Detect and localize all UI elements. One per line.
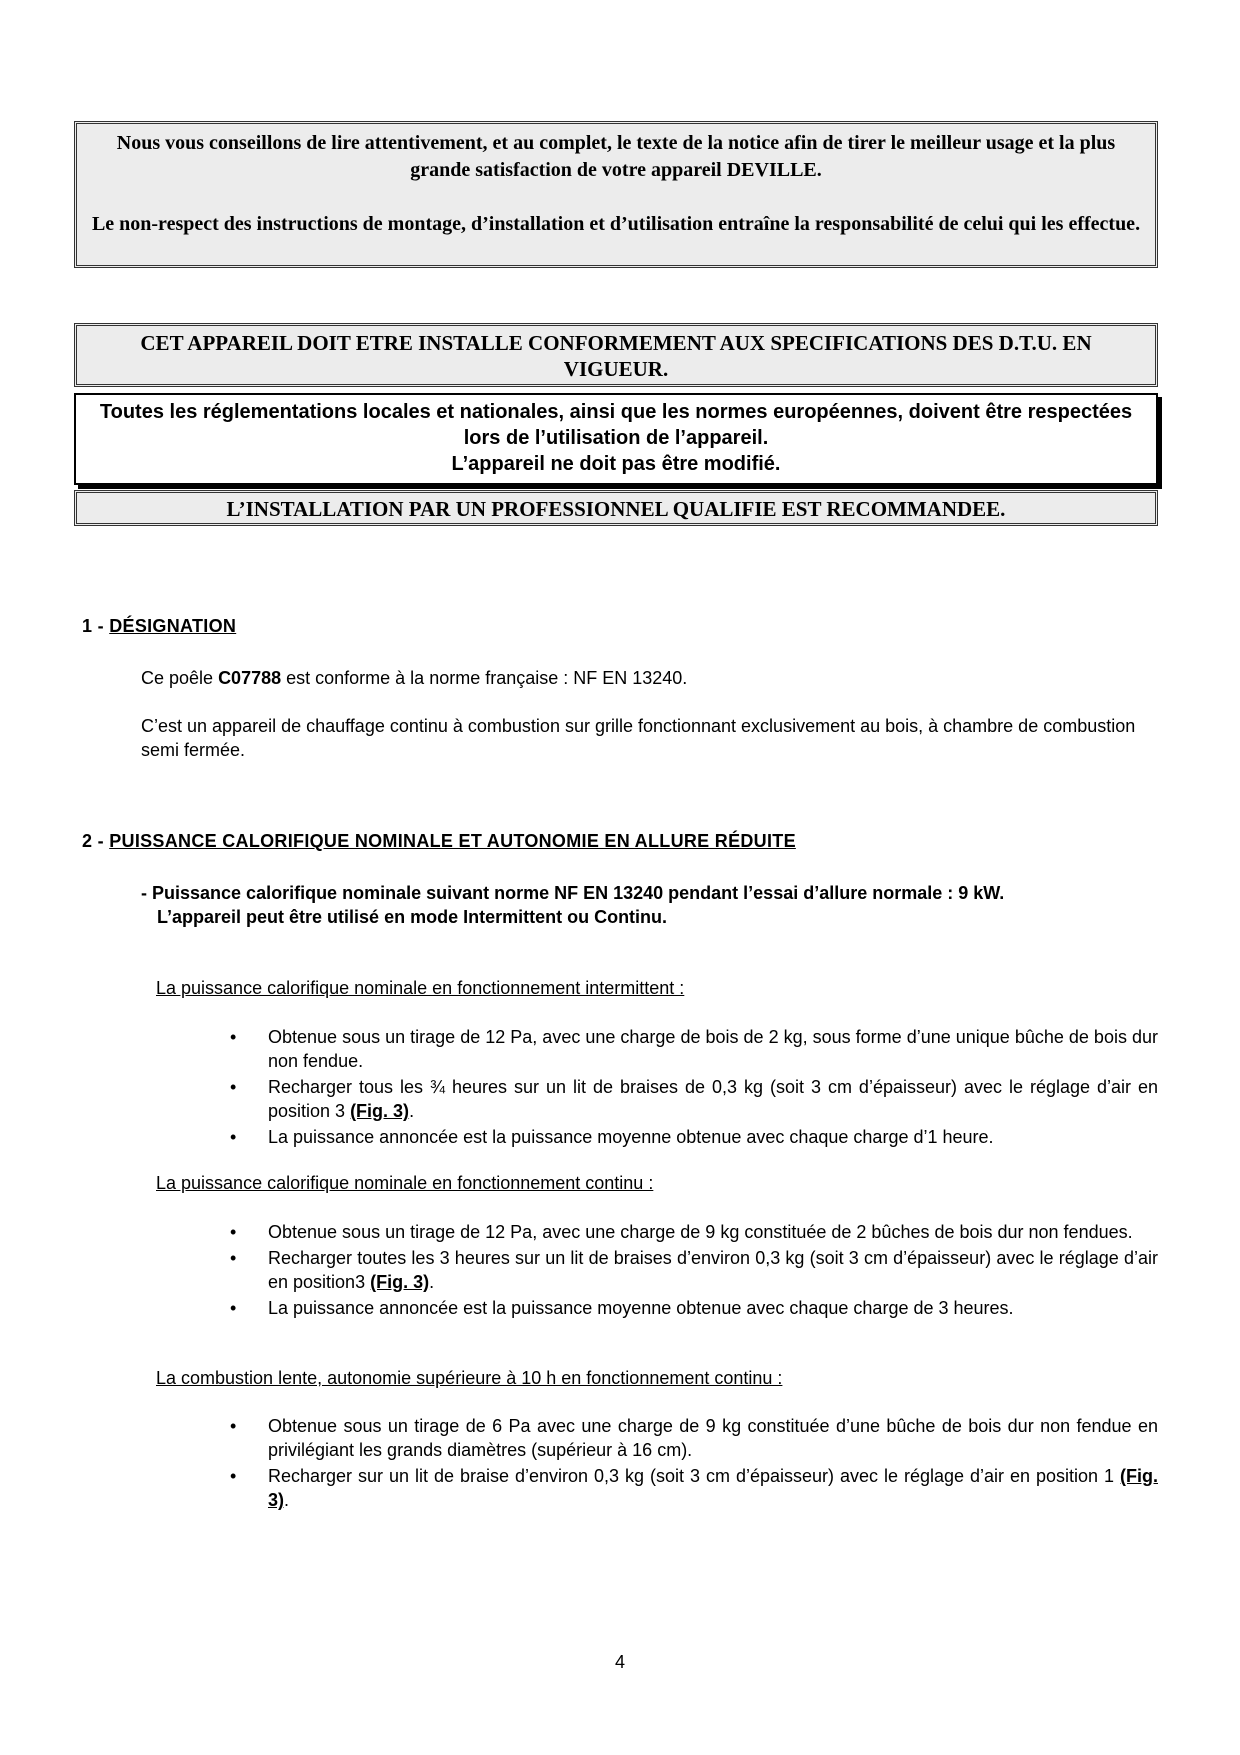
model-text-pre: Ce poêle: [141, 668, 219, 688]
list-item: • La puissance annoncée est la puissance moyenne obtenue avec chaque charge d’1 heure.: [228, 1125, 1158, 1149]
nominal-power-statement: [141, 881, 1158, 929]
page-number: 4: [614, 1652, 625, 1672]
list-item: • Obtenue sous un tirage de 6 Pa avec une charge de 9 kg constituée d’une bûche de bois dur non fendue en privilégiant les grands diamètres (supérieur à 16 cm).: [228, 1414, 1158, 1462]
model-code: C07788: [218, 668, 282, 688]
list-item: • Obtenue sous un tirage de 12 Pa, avec une charge de bois de 2 kg, sous forme d’une unique bûche de bois dur non fendue.: [228, 1025, 1158, 1073]
subsection-intermittent-list: [228, 1025, 1158, 1151]
list-item: • Obtenue sous un tirage de 12 Pa, avec une charge de 9 kg constituée de 2 bûches de bois dur non fendues.: [228, 1220, 1158, 1244]
regulation-line-2: L’appareil ne doit pas être modifié.: [451, 453, 781, 475]
model-text-post: est conforme à la norme française : NF EN 13240.: [281, 668, 688, 688]
section-1-heading: [82, 616, 236, 637]
dash-marker: -: [141, 883, 152, 903]
section-2-title: PUISSANCE CALORIFIQUE NOMINALE ET AUTONOMIE EN ALLURE RÉDUITE: [109, 831, 796, 851]
list-item: • Recharger toutes les 3 heures sur un lit de braises d’environ 0,3 kg (soit 3 cm d’épaisseur) avec le réglage d’air en position3 (Fig. 3).: [228, 1246, 1158, 1294]
list-item: • La puissance annoncée est la puissance moyenne obtenue avec chaque charge de 3 heures.: [228, 1296, 1158, 1320]
fig-3-reference: (Fig. 3): [268, 1466, 1158, 1510]
notice-line-2: Le non-respect des instructions de montage, d’installation et d’utilisation entraîne la responsabilité de celui qui les effectue.: [91, 213, 1141, 235]
section-1-title: DÉSIGNATION: [109, 616, 237, 636]
subsection-slow-combustion-title: La combustion lente, autonomie supérieure à 10 h en fonctionnement continu :: [156, 1368, 783, 1388]
list-item: • Recharger sur un lit de braise d’environ 0,3 kg (soit 3 cm d’épaisseur) avec le réglage d’air en position 1 (Fig. 3).: [228, 1464, 1158, 1512]
notice-box: [74, 121, 1158, 268]
subsection-continuous-title: La puissance calorifique nominale en fonctionnement continu :: [156, 1173, 654, 1193]
regulation-line-1: Toutes les réglementations locales et nationales, ainsi que les normes européennes, doivent être respectées lors de l’utilisation de l’appareil.: [99, 401, 1133, 449]
section-1-paragraph-2: C’est un appareil de chauffage continu à combustion sur grille fonctionnant exclusivement au bois, à chambre de combustion semi fermée.: [141, 716, 1136, 760]
subsection-intermittent-title: La puissance calorifique nominale en fonctionnement intermittent :: [156, 978, 685, 998]
regulation-box: [74, 393, 1158, 485]
nominal-power-line-2: L’appareil peut être utilisé en mode Intermittent ou Continu.: [157, 907, 668, 927]
section-2-number: 2 -: [82, 831, 110, 851]
dtu-text: CET APPAREIL DOIT ETRE INSTALLE CONFORMEMENT AUX SPECIFICATIONS DES D.T.U. EN VIGUEUR.: [140, 331, 1092, 381]
subsection-slow-combustion-list: [228, 1414, 1158, 1514]
subsection-continuous-list: [228, 1220, 1158, 1322]
section-2-heading: [82, 831, 796, 852]
list-item: • Recharger tous les ¾ heures sur un lit de braises de 0,3 kg (soit 3 cm d’épaisseur) avec le réglage d’air en position 3 (Fig. 3).: [228, 1075, 1158, 1123]
dtu-box: [74, 323, 1158, 387]
fig-3-reference: (Fig. 3): [350, 1101, 410, 1121]
nominal-power-line-1: Puissance calorifique nominale suivant norme NF EN 13240 pendant l’essai d’allure normale : 9 kW.: [152, 883, 1005, 903]
install-text: L’INSTALLATION PAR UN PROFESSIONNEL QUALIFIE EST RECOMMANDEE.: [226, 497, 1006, 521]
notice-line-1: Nous vous conseillons de lire attentivement, et au complet, le texte de la notice afin de tirer le meilleur usage et la plus grande satisfaction de votre appareil DEVILLE.: [116, 132, 1116, 181]
fig-3-reference: (Fig. 3): [370, 1272, 430, 1292]
section-1-number: 1 -: [82, 616, 110, 636]
install-box: [74, 490, 1158, 526]
section-1-paragraph-1: [141, 666, 1158, 690]
